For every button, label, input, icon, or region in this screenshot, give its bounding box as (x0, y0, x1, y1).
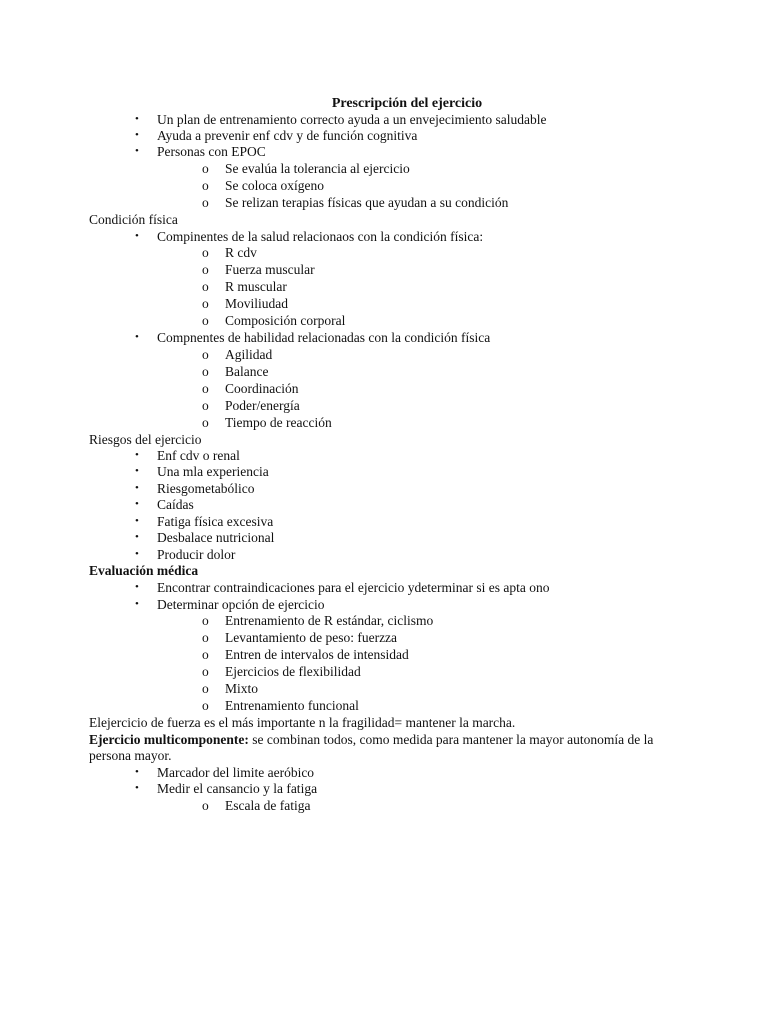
list-item (0, 579, 768, 596)
sub-list-item (0, 261, 768, 278)
list-item (0, 764, 768, 781)
list-item-text: Moviliudad (225, 296, 288, 311)
sub-list-item (0, 160, 768, 177)
list-item-text: Se evalúa la tolerancia al ejercicio (225, 161, 410, 176)
sub-list-item (0, 797, 768, 814)
list-item (0, 513, 768, 530)
list-item-text: Producir dolor (157, 547, 236, 562)
sub-list-item (0, 177, 768, 194)
bullet-marker: • (135, 598, 139, 610)
bullet-marker: o (202, 630, 209, 645)
list-item-text: Agilidad (225, 347, 273, 362)
list-item-text: Marcador del limite aeróbico (157, 765, 315, 780)
bullet-marker: • (135, 145, 139, 157)
list-item-text: Tiempo de reacción (225, 415, 332, 430)
bullet-marker: o (202, 296, 209, 311)
list-item-text: Mixto (225, 681, 259, 696)
list-item-text: R muscular (225, 279, 287, 294)
bullet-marker: • (135, 482, 139, 494)
bullet-marker: o (202, 245, 209, 260)
list-item (0, 329, 768, 346)
list-item-text: Entrenamiento funcional (225, 698, 359, 713)
bullet-marker: o (202, 313, 209, 328)
bullet-marker: o (202, 364, 209, 379)
bullet-marker: • (135, 782, 139, 794)
bullet-marker: o (202, 613, 209, 628)
bullet-marker: • (135, 548, 139, 560)
list-item-text: Se coloca oxígeno (225, 178, 324, 193)
list-item-text: Poder/energía (225, 398, 300, 413)
list-item-text: Enf cdv o renal (157, 448, 240, 463)
paragraph-text: se combinan todos, como medida para mantener la mayor autonomía de la (248, 732, 654, 747)
list-item-text: Ayuda a prevenir enf cdv y de función cognitiva (157, 128, 418, 143)
bullet-marker: o (202, 347, 209, 362)
bullet-marker: o (202, 698, 209, 713)
sub-list-item (0, 680, 768, 697)
list-item-text: Personas con EPOC (157, 144, 266, 159)
paragraph (0, 731, 768, 748)
list-item-text: Riesgometabólico (157, 481, 255, 496)
sub-list-item (0, 346, 768, 363)
sub-list-item (0, 312, 768, 329)
list-item (0, 447, 768, 464)
sub-list-item (0, 646, 768, 663)
bullet-marker: • (135, 465, 139, 477)
section-heading: Riesgos del ejercicio (89, 432, 202, 447)
bullet-marker: • (135, 531, 139, 543)
sub-list-item (0, 295, 768, 312)
sub-list-item (0, 244, 768, 261)
list-item (0, 546, 768, 563)
paragraph: Elejercicio de fuerza es el más importante n la fragilidad= mantener la marcha. (89, 715, 516, 730)
bullet-marker: • (135, 331, 139, 343)
list-item (0, 127, 768, 144)
bullet-marker: o (202, 262, 209, 277)
list-item-text: Desbalace nutricional (157, 530, 275, 545)
bullet-marker: o (202, 398, 209, 413)
list-item-text: Encontrar contraindicaciones para el ejercicio ydeterminar si es apta ono (157, 580, 550, 595)
list-item (0, 111, 768, 128)
list-item (0, 143, 768, 160)
list-item (0, 596, 768, 613)
list-item-text: Escala de fatiga (225, 798, 311, 813)
list-item (0, 480, 768, 497)
list-item-text: Fuerza muscular (225, 262, 315, 277)
bullet-marker: o (202, 664, 209, 679)
list-item-text: Entrenamiento de R estándar, ciclismo (225, 613, 434, 628)
list-item-text: Caídas (157, 497, 194, 512)
bullet-marker: o (202, 415, 209, 430)
bullet-marker: • (135, 230, 139, 242)
list-item (0, 463, 768, 480)
sub-list-item (0, 363, 768, 380)
bullet-marker: • (135, 766, 139, 778)
bullet-marker: o (202, 798, 209, 813)
bullet-marker: • (135, 581, 139, 593)
list-item-text: Un plan de entrenamiento correcto ayuda a un envejecimiento saludable (157, 112, 547, 127)
list-item (0, 228, 768, 245)
bullet-marker: o (202, 681, 209, 696)
bullet-marker: • (135, 129, 139, 141)
bullet-marker: • (135, 498, 139, 510)
bullet-marker: o (202, 178, 209, 193)
list-item-text: Fatiga física excesiva (157, 514, 274, 529)
sub-list-item (0, 697, 768, 714)
bullet-marker: • (135, 515, 139, 527)
list-item-text: Determinar opción de ejercicio (157, 597, 325, 612)
section-heading: Condición física (89, 212, 178, 227)
list-item-text: Levantamiento de peso: fuerzza (225, 630, 398, 645)
list-item-text: Se relizan terapias físicas que ayudan a su condición (225, 195, 509, 210)
sub-list-item (0, 414, 768, 431)
sub-list-item (0, 380, 768, 397)
list-item (0, 529, 768, 546)
bullet-marker: o (202, 279, 209, 294)
bullet-marker: • (135, 449, 139, 461)
bullet-marker: o (202, 195, 209, 210)
sub-list-item (0, 629, 768, 646)
section-heading: Evaluación médica (89, 563, 199, 578)
document-title: Prescripción del ejercicio (331, 96, 483, 111)
list-item-text: Coordinación (225, 381, 299, 396)
list-item-text: Compnentes de habilidad relacionadas con la condición física (157, 330, 491, 345)
list-item-text: Composición corporal (225, 313, 346, 328)
sub-list-item (0, 663, 768, 680)
bullet-marker: o (202, 647, 209, 662)
bullet-marker: • (135, 113, 139, 125)
list-item-text: Medir el cansancio y la fatiga (157, 781, 318, 796)
sub-list-item (0, 194, 768, 211)
list-item-text: Compinentes de la salud relacionaos con la condición física: (157, 229, 484, 244)
list-item (0, 780, 768, 797)
list-item-text: Balance (225, 364, 269, 379)
sub-list-item (0, 278, 768, 295)
sub-list-item (0, 397, 768, 414)
paragraph-bold-lead: Ejercicio multicomponente: (89, 732, 249, 747)
bullet-marker: o (202, 161, 209, 176)
paragraph-continuation: persona mayor. (89, 748, 172, 763)
list-item-text: R cdv (225, 245, 257, 260)
sub-list-item (0, 612, 768, 629)
list-item-text: Entren de intervalos de intensidad (225, 647, 409, 662)
list-item-text: Una mla experiencia (157, 464, 269, 479)
list-item-text: Ejercicios de flexibilidad (225, 664, 361, 679)
bullet-marker: o (202, 381, 209, 396)
list-item (0, 496, 768, 513)
